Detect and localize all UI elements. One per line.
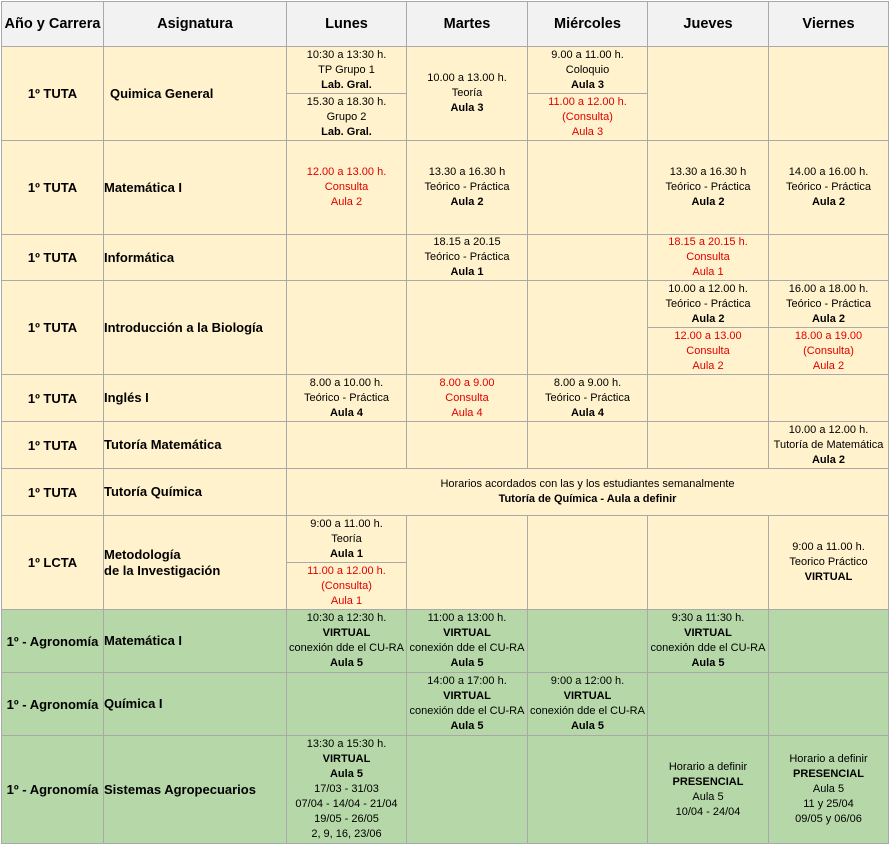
year-cell: 1º TUTA [2, 281, 104, 375]
empty-cell-tue [407, 516, 528, 610]
class-mode: VIRTUAL [804, 571, 853, 583]
class-cell-fri [769, 736, 889, 844]
class-room: Aula 2 [811, 453, 845, 466]
class-type: Teórico - Práctica [424, 251, 510, 263]
consult-room: Aula 1 [330, 594, 363, 607]
class-time: 18.15 a 20.15 [433, 236, 501, 248]
empty-cell-thu [648, 375, 769, 422]
class-time: 8.00 a 10.00 h. [309, 376, 384, 389]
table-row [2, 469, 889, 516]
class-room: Aula 5 [692, 790, 724, 803]
class-dates: 2, 9, 16, 23/06 [311, 828, 382, 840]
class-type: Coloquio [565, 63, 610, 76]
header-year-career: Año y Carrera [2, 2, 104, 47]
class-room: Aula 2 [691, 196, 725, 208]
class-time: 13.30 a 16.30 h [428, 166, 506, 178]
class-dates: 11 y 25/04 [803, 798, 854, 810]
class-cell-wed [528, 673, 648, 736]
class-room: Aula 3 [450, 102, 484, 114]
subject-cell: Informática [104, 235, 287, 281]
class-cell-thu [648, 610, 769, 673]
class-type: Teórico - Práctica [304, 391, 389, 404]
year-cell: 1º TUTA [2, 469, 104, 516]
class-time: Horario a definir [668, 760, 748, 773]
class-dates: 10/04 - 24/04 [675, 805, 741, 818]
subject-cell: Inglés I [104, 375, 287, 422]
class-room: Aula 4 [329, 406, 363, 419]
subject-cell: Matemática I [104, 141, 287, 235]
consult-type: Consulta [686, 344, 730, 357]
class-time: 8.00 a 9.00 h. [553, 376, 622, 389]
subject-line-2: de la Investigación [104, 562, 221, 578]
consult-cell-tue [407, 375, 528, 422]
year-cell: 1º - Agronomía [2, 673, 104, 736]
empty-cell-tue [407, 422, 528, 469]
class-time: 13.30 a 16.30 h [669, 166, 747, 178]
class-cell-tue [407, 673, 528, 736]
class-cell-fri [769, 141, 889, 235]
header-tuesday: Martes [407, 2, 528, 47]
class-room: Aula 5 [570, 720, 604, 732]
empty-cell-mon [287, 235, 407, 281]
class-connection: conexión dde el CU-RA [289, 642, 404, 654]
class-time: 15.30 a 18.30 h. [306, 95, 387, 108]
class-connection: conexión dde el CU-RA [409, 642, 525, 654]
class-cell-mon [287, 94, 407, 141]
header-monday: Lunes [287, 2, 407, 47]
class-time: 9:00 a 11.00 h. [310, 517, 383, 530]
class-type: Grupo 2 [326, 110, 367, 123]
header-wednesday: Miércoles [528, 2, 648, 47]
class-room: Aula 1 [450, 266, 484, 278]
consult-cell-thu [648, 328, 769, 375]
class-time: 14.00 a 16.00 h. [788, 166, 869, 178]
consult-time: 18.15 a 20.15 h. [668, 236, 748, 248]
class-cell-tue [407, 610, 528, 673]
class-dates: 09/05 y 06/06 [795, 813, 862, 825]
empty-cell-fri [769, 47, 889, 141]
consult-type: (Consulta) [321, 579, 372, 592]
table-row [2, 47, 889, 94]
empty-cell-thu [648, 673, 769, 736]
consult-room: Aula 2 [330, 196, 363, 208]
class-time: 9:00 a 12:00 h. [550, 675, 625, 687]
empty-cell-wed [528, 235, 648, 281]
class-type: Teórico - Práctica [786, 181, 871, 193]
tutoring-room: Tutoría de Química - Aula a definir [498, 493, 677, 505]
class-time: 11:00 a 13:00 h. [427, 612, 507, 624]
consult-cell-wed [528, 94, 648, 141]
class-time: 9.00 a 11.00 h. [551, 48, 624, 61]
header-row [2, 2, 889, 47]
empty-cell-thu [648, 516, 769, 610]
class-mode: PRESENCIAL [672, 775, 744, 788]
class-room: Aula 2 [691, 312, 725, 325]
consult-time: 18.00 a 19.00 [794, 329, 863, 342]
subject-cell: Tutoría Química [104, 469, 287, 516]
schedule-table [1, 1, 889, 844]
class-time: 10.00 a 12.00 h. [788, 423, 869, 436]
empty-cell-mon [287, 673, 407, 736]
class-room: Aula 5 [691, 657, 725, 669]
header-thursday: Jueves [648, 2, 769, 47]
subject-cell: Sistemas Agropecuarios [104, 736, 287, 844]
class-time: 9:30 a 11:30 h. [671, 612, 745, 624]
class-room: Aula 2 [811, 312, 845, 325]
class-type: Teórico - Práctica [424, 181, 510, 193]
class-cell-tue [407, 47, 528, 141]
class-type: Teórico - Práctica [665, 297, 751, 310]
year-cell: 1º TUTA [2, 47, 104, 141]
table-row [2, 281, 889, 328]
subject-cell [104, 516, 287, 610]
empty-cell-mon [287, 281, 407, 375]
class-cell-thu [648, 141, 769, 235]
class-time: 13:30 a 15:30 h. [306, 738, 387, 750]
consult-room: Aula 2 [692, 359, 724, 372]
class-mode: PRESENCIAL [793, 768, 864, 780]
class-cell-fri [769, 281, 889, 328]
class-mode: VIRTUAL [443, 627, 491, 639]
empty-cell-wed [528, 516, 648, 610]
table-row [2, 235, 889, 281]
class-room: Aula 2 [450, 196, 484, 208]
consult-room: Aula 4 [451, 406, 483, 419]
consult-time: 11.00 a 12.00 h. [307, 564, 386, 577]
empty-cell-tue [407, 281, 528, 375]
table-row [2, 736, 889, 844]
class-time: 10:30 a 13:30 h. [306, 48, 387, 61]
class-room: Aula 1 [329, 547, 363, 560]
year-cell: 1º TUTA [2, 375, 104, 422]
tutoring-note-cell [287, 469, 889, 516]
consult-time: 12.00 a 13.00 h. [306, 166, 387, 178]
class-cell-mon [287, 47, 407, 94]
empty-cell-wed [528, 736, 648, 844]
class-mode: VIRTUAL [322, 753, 371, 765]
year-cell: 1º TUTA [2, 422, 104, 469]
class-cell-fri [769, 422, 889, 469]
consult-room: Aula 2 [812, 359, 845, 372]
empty-cell-wed [528, 281, 648, 375]
class-room: Aula 3 [570, 78, 604, 91]
class-cell-mon [287, 736, 407, 844]
table-row [2, 516, 889, 563]
class-room: Aula 5 [450, 720, 484, 732]
class-type: Tutoría de Matemática [773, 438, 884, 451]
class-cell-tue [407, 141, 528, 235]
header-friday: Viernes [769, 2, 889, 47]
class-type: Teorico Práctico [789, 556, 868, 568]
empty-cell-wed [528, 422, 648, 469]
class-cell-thu [648, 736, 769, 844]
class-cell-mon [287, 610, 407, 673]
class-room: Aula 4 [570, 406, 604, 419]
empty-cell-wed [528, 610, 648, 673]
class-room: Lab. Gral. [321, 125, 372, 138]
empty-cell-mon [287, 422, 407, 469]
year-cell: 1º TUTA [2, 235, 104, 281]
consult-room: Aula 3 [571, 125, 604, 138]
consult-time: 11.00 a 12.00 h. [548, 95, 627, 108]
tutoring-note: Horarios acordados con las y los estudiantes semanalmente [440, 478, 735, 490]
empty-cell-fri [769, 673, 889, 736]
empty-cell-tue [407, 736, 528, 844]
class-time: 14:00 a 17:00 h. [427, 675, 507, 687]
subject-line-1: Metodología [104, 546, 181, 562]
consult-cell-thu [648, 235, 769, 281]
consult-type: (Consulta) [803, 344, 854, 357]
consult-cell-mon [287, 563, 407, 610]
table-row [2, 422, 889, 469]
class-time: 10.00 a 12.00 h. [668, 282, 748, 295]
consult-room: Aula 1 [692, 266, 724, 278]
table-row [2, 375, 889, 422]
table-row [2, 141, 889, 235]
year-cell: 1º LCTA [2, 516, 104, 610]
subject-cell: Tutoría Matemática [104, 422, 287, 469]
consult-time: 12.00 a 13.00 [674, 329, 742, 342]
subject-cell: Quimica General [104, 47, 287, 141]
consult-type: Consulta [324, 181, 369, 193]
class-time: Horario a definir [789, 753, 868, 765]
subject-cell: Matemática I [104, 610, 287, 673]
class-room: Aula 5 [329, 657, 363, 669]
class-cell-tue [407, 235, 528, 281]
class-type: Teórico - Práctica [665, 181, 751, 193]
class-type: Teórico - Práctica [545, 391, 630, 404]
empty-cell-fri [769, 235, 889, 281]
class-type: Teoría [451, 87, 483, 99]
class-cell-wed [528, 47, 648, 94]
class-dates: 17/03 - 31/03 [314, 783, 379, 795]
consult-type: Consulta [445, 391, 489, 404]
class-type: TP Grupo 1 [318, 63, 375, 76]
empty-cell-wed [528, 141, 648, 235]
year-cell: 1º - Agronomía [2, 736, 104, 844]
class-room: Aula 5 [450, 657, 484, 669]
class-mode: VIRTUAL [322, 627, 371, 639]
class-cell-mon [287, 516, 407, 563]
empty-cell-fri [769, 375, 889, 422]
header-subject: Asignatura [104, 2, 287, 47]
consult-time: 8.00 a 9.00 [439, 376, 495, 389]
class-type: Teórico - Práctica [786, 297, 871, 310]
class-room: Aula 2 [811, 196, 845, 208]
class-time: 16.00 a 18.00 h. [788, 282, 869, 295]
class-connection: conexión dde el CU-RA [650, 642, 766, 654]
class-cell-wed [528, 375, 648, 422]
class-type: Teoría [331, 532, 362, 545]
year-cell: 1º TUTA [2, 141, 104, 235]
consult-type: (Consulta) [562, 110, 613, 123]
class-connection: conexión dde el CU-RA [409, 705, 525, 717]
consult-cell-mon [287, 141, 407, 235]
class-room: Lab. Gral. [321, 78, 372, 91]
table-row [2, 610, 889, 673]
class-mode: VIRTUAL [563, 690, 612, 702]
year-cell: 1º - Agronomía [2, 610, 104, 673]
subject-cell: Química I [104, 673, 287, 736]
consult-cell-fri [769, 328, 889, 375]
class-cell-fri [769, 516, 889, 610]
class-time: 9:00 a 11.00 h. [792, 541, 865, 553]
class-cell-thu [648, 281, 769, 328]
class-time: 10.00 a 13.00 h. [427, 72, 507, 84]
class-time: 10:30 a 12:30 h. [306, 612, 387, 624]
class-room: Aula 5 [329, 768, 363, 780]
class-connection: conexión dde el CU-RA [530, 705, 645, 717]
empty-cell-fri [769, 610, 889, 673]
class-mode: VIRTUAL [684, 627, 732, 639]
class-room: Aula 5 [812, 783, 845, 795]
table-row [2, 673, 889, 736]
empty-cell-thu [648, 422, 769, 469]
class-cell-mon [287, 375, 407, 422]
subject-cell: Introducción a la Biología [104, 281, 287, 375]
class-mode: VIRTUAL [443, 690, 491, 702]
class-dates: 07/04 - 14/04 - 21/04 [295, 798, 398, 810]
consult-type: Consulta [686, 251, 730, 263]
empty-cell-thu [648, 47, 769, 141]
class-dates: 19/05 - 26/05 [314, 813, 379, 825]
